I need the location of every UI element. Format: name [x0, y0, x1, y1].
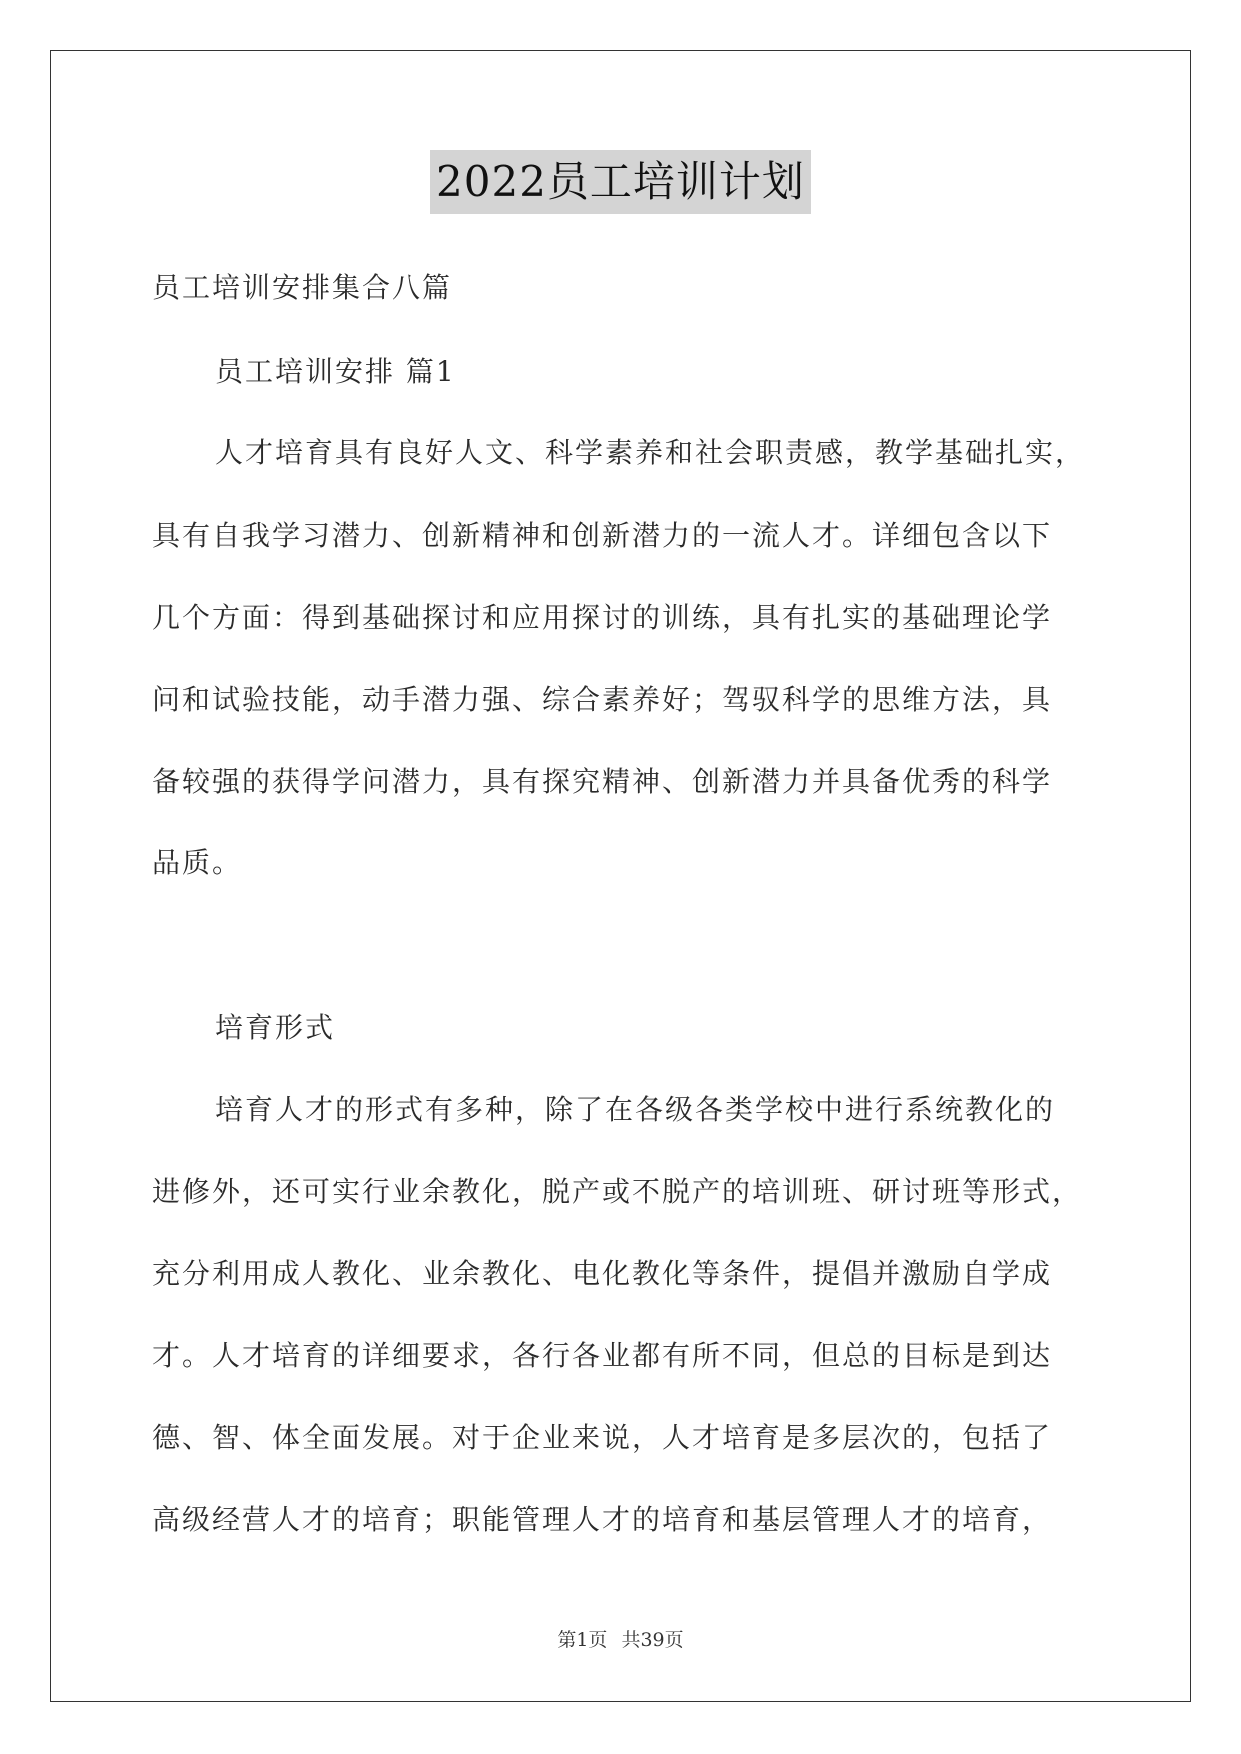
paragraph-line: 德、智、体全面发展。对于企业来说，人才培育是多层次的，包括了	[152, 1421, 1053, 1454]
paragraph-line: 具有自我学习潜力、创新精神和创新潜力的一流人才。详细包含以下	[152, 519, 1053, 552]
paragraph-line: 问和试验技能，动手潜力强、综合素养好；驾驭科学的思维方法，具	[152, 683, 1053, 716]
page-footer	[0, 1625, 1241, 1652]
section-heading: 员工培训安排 篇1	[215, 355, 456, 388]
paragraph-line: 进修外，还可实行业余教化，脱产或不脱产的培训班、研讨班等形式，	[152, 1175, 1083, 1208]
document-subtitle: 员工培训安排集合八篇	[152, 271, 453, 304]
paragraph-line: 充分利用成人教化、业余教化、电化教化等条件，提倡并激励自学成	[152, 1257, 1053, 1290]
subheading: 培育形式	[215, 1011, 336, 1044]
paragraph-line: 才。人才培育的详细要求，各行各业都有所不同，但总的目标是到达	[152, 1339, 1053, 1372]
title-container	[0, 150, 1241, 214]
document-title: 2022员工培训计划	[430, 150, 811, 214]
page-total: 共39页	[621, 1629, 684, 1651]
paragraph-line: 几个方面：得到基础探讨和应用探讨的训练，具有扎实的基础理论学	[152, 601, 1053, 634]
paragraph-line: 高级经营人才的培育；职能管理人才的培育和基层管理人才的培育，	[152, 1503, 1053, 1536]
paragraph-line: 品质。	[152, 846, 243, 879]
paragraph-line: 备较强的获得学问潜力，具有探究精神、创新潜力并具备优秀的科学	[152, 765, 1053, 798]
paragraph-line: 人才培育具有良好人文、科学素养和社会职责感，教学基础扎实，	[215, 436, 1086, 469]
paragraph-line: 培育人才的形式有多种，除了在各级各类学校中进行系统教化的	[215, 1093, 1056, 1126]
page-number: 第1页	[557, 1629, 608, 1651]
